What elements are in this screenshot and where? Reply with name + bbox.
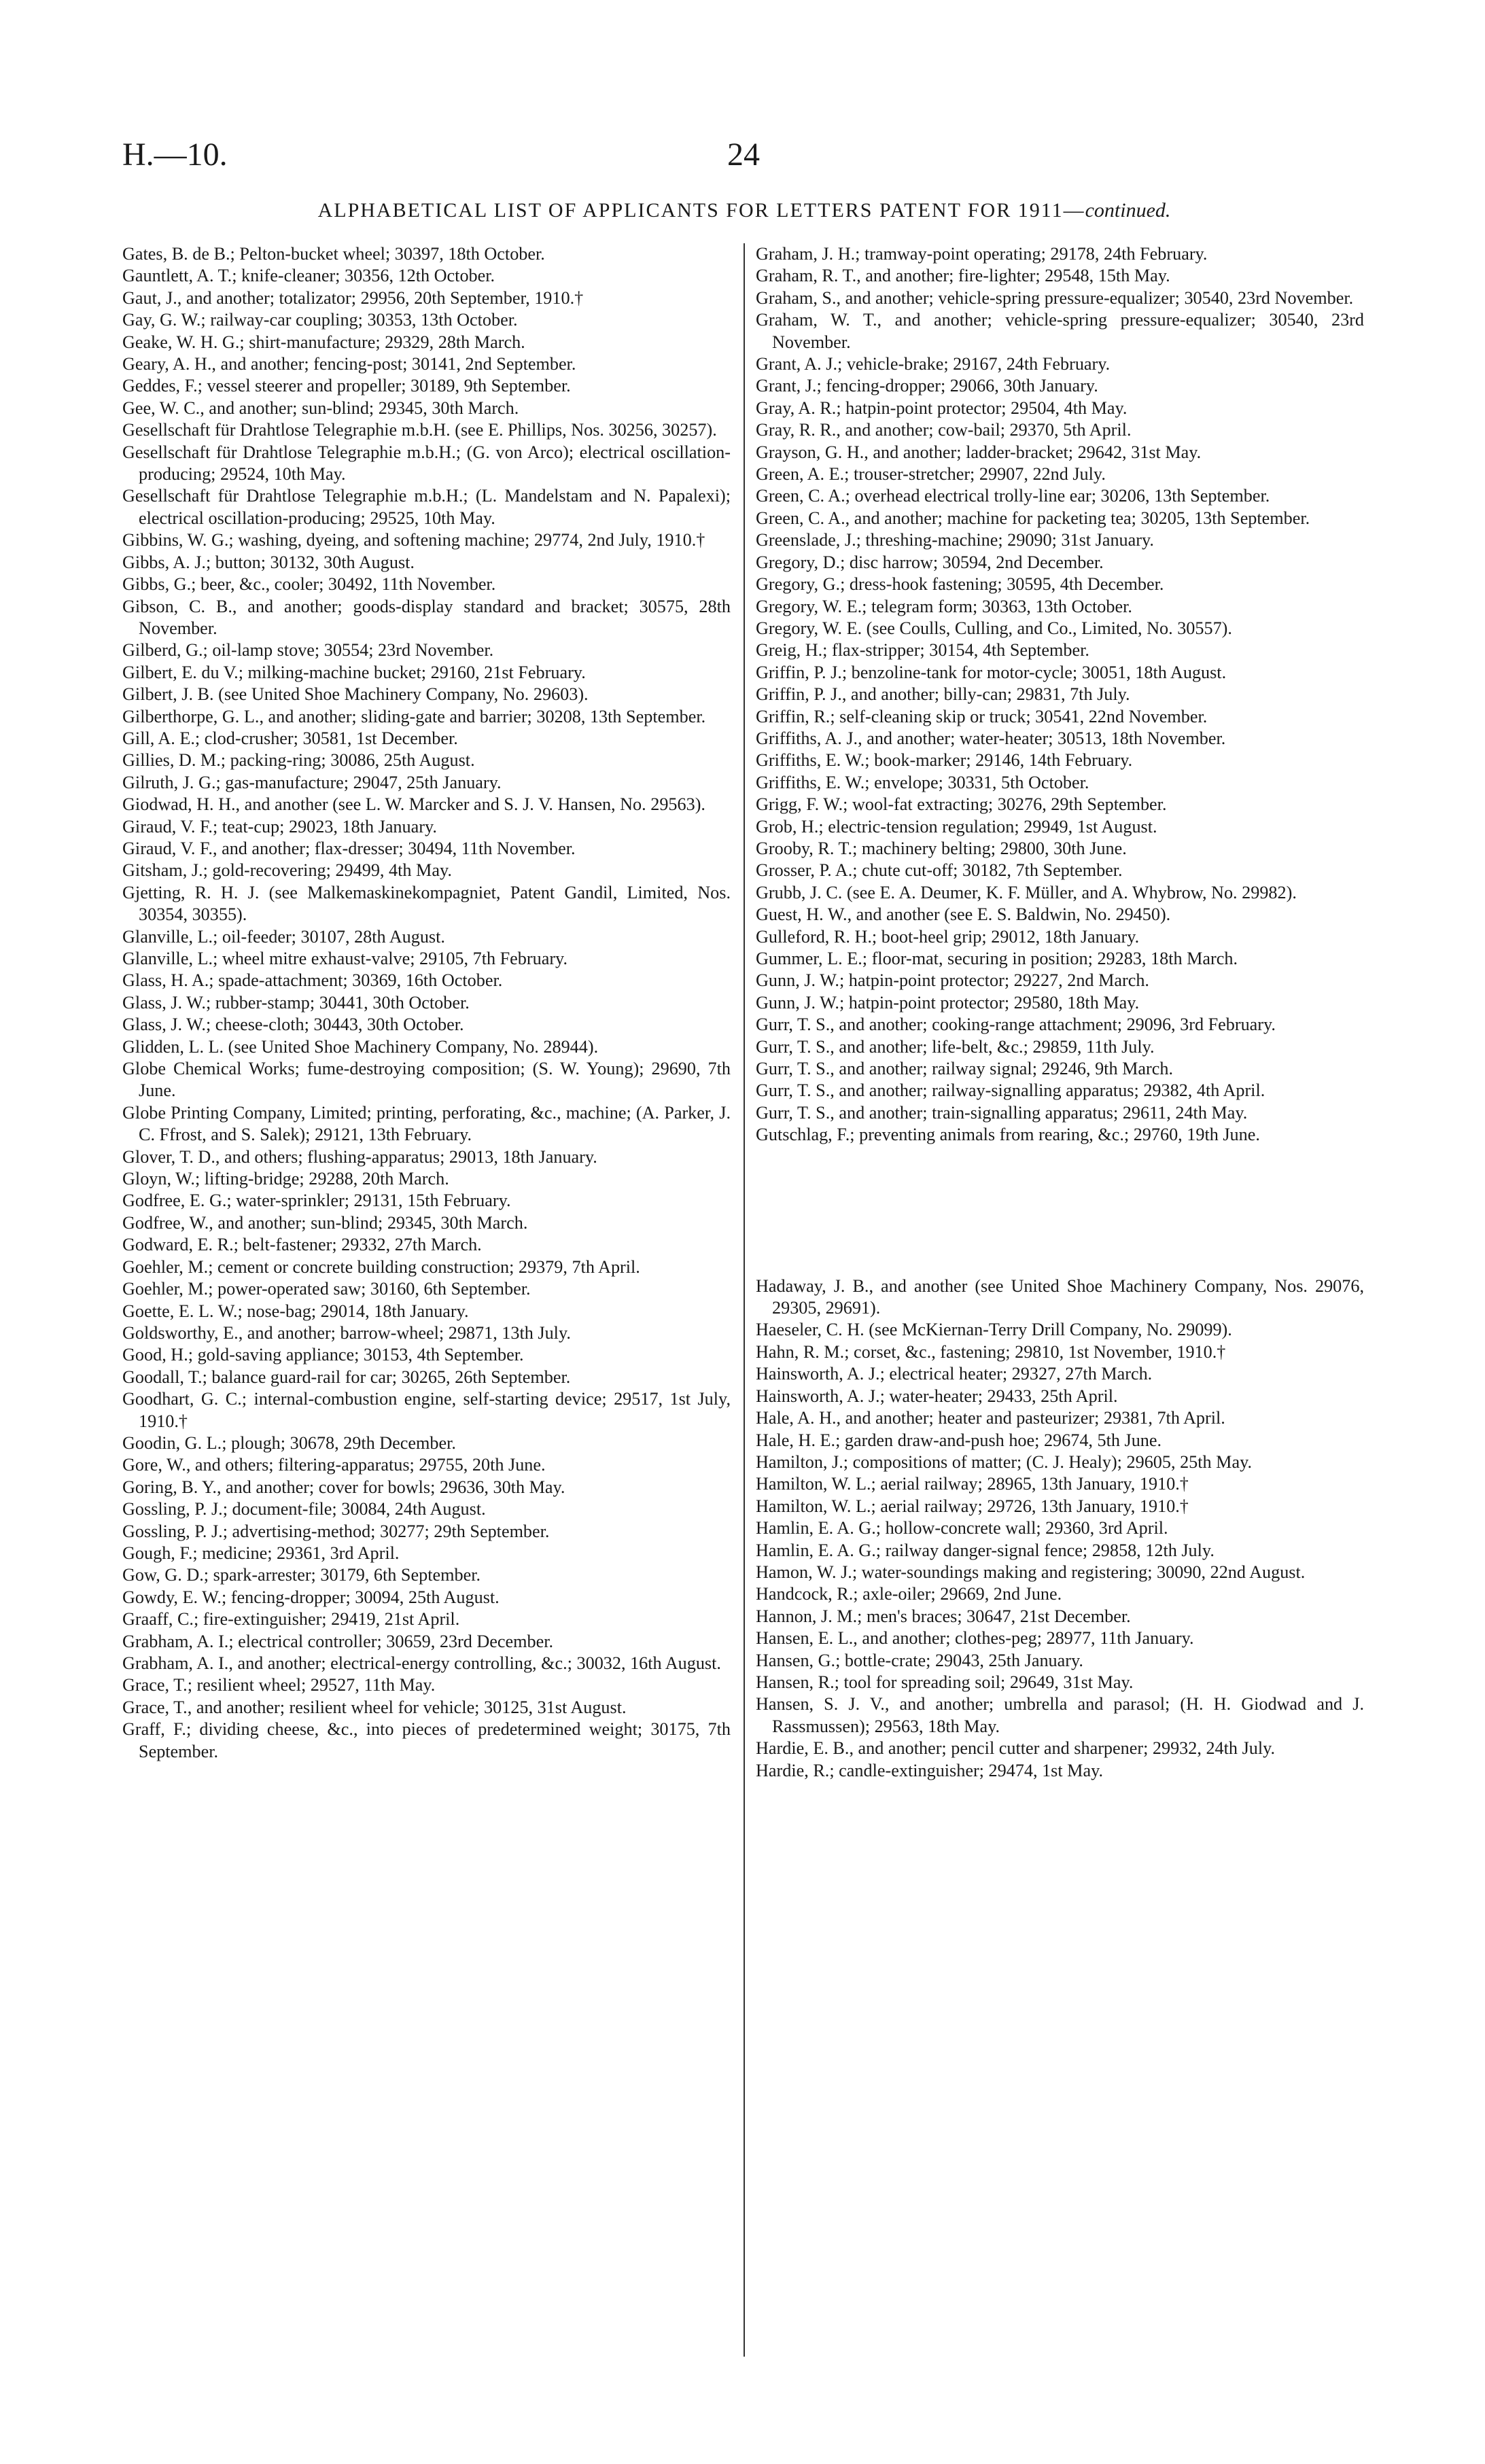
left-column	[122, 243, 731, 1763]
list-item: Giodwad, H. H., and another (see L. W. Marcker and S. J. V. Hansen, No. 29563).	[122, 794, 705, 815]
list-item: Gilbert, E. du V.; milking-machine bucket; 29160, 21st February.	[122, 662, 586, 682]
list-item: Guest, H. W., and another (see E. S. Baldwin, No. 29450).	[756, 904, 1171, 925]
list-item: Godward, E. R.; belt-fastener; 29332, 27th March.	[122, 1235, 482, 1255]
title-text: ALPHABETICAL LIST OF APPLICANTS FOR LETTERS PATENT FOR 1911—	[317, 199, 1085, 222]
list-item: Gurr, T. S., and another; train-signalling apparatus; 29611, 24th May.	[756, 1102, 1248, 1123]
list-item: Hardie, E. B., and another; pencil cutter and sharpener; 29932, 24th July.	[756, 1738, 1276, 1759]
list-item: Glover, T. D., and others; flushing-apparatus; 29013, 18th January.	[122, 1146, 597, 1167]
list-item: Grosser, P. A.; chute cut-off; 30182, 7th September.	[756, 860, 1123, 881]
list-item: Green, C. A.; overhead electrical trolly-line ear; 30206, 13th September.	[756, 486, 1270, 506]
list-item: Goehler, M.; power-operated saw; 30160, 6th September.	[122, 1279, 531, 1299]
list-item: Hansen, S. J. V., and another; umbrella and parasol; (H. H. Giodwad and J. Rassmussen); 29563, 18th May.	[756, 1694, 1364, 1736]
list-item: Hale, H. E.; garden draw-and-push hoe; 29674, 5th June.	[756, 1430, 1162, 1450]
list-item: Hamlin, E. A. G.; hollow-concrete wall; 29360, 3rd April.	[756, 1518, 1168, 1538]
list-item: Hansen, E. L., and another; clothes-peg; 28977, 11th January.	[756, 1628, 1194, 1649]
list-item: Goodin, G. L.; plough; 30678, 29th December.	[122, 1432, 456, 1453]
list-item: Green, C. A., and another; machine for packeting tea; 30205, 13th September.	[756, 508, 1310, 528]
list-item: Gibson, C. B., and another; goods-display standard and bracket; 30575, 28th November.	[122, 596, 731, 638]
list-item: Handcock, R.; axle-oiler; 29669, 2nd June.	[756, 1584, 1062, 1604]
list-item: Goehler, M.; cement or concrete building construction; 29379, 7th April.	[122, 1256, 640, 1277]
list-item: Gjetting, R. H. J. (see Malkemaskinekompagniet, Patent Gandil, Limited, Nos. 30354, 30355).	[122, 882, 731, 925]
list-item: Gill, A. E.; clod-crusher; 30581, 1st December.	[122, 728, 458, 748]
list-item: Globe Printing Company, Limited; printing, perforating, &c., machine; (A. Parker, J. C. Ffrost, and S. Salek); 29121, 13th February.	[122, 1102, 731, 1145]
list-item: Grant, J.; fencing-dropper; 29066, 30th January.	[756, 376, 1098, 396]
list-item: Grabham, A. I.; electrical controller; 30659, 23rd December.	[122, 1631, 554, 1651]
list-item: Griffiths, A. J., and another; water-heater; 30513, 18th November.	[756, 728, 1226, 748]
list-item: Glidden, L. L. (see United Shoe Machinery Company, No. 28944).	[122, 1036, 599, 1057]
list-item: Hardie, R.; candle-extinguisher; 29474, 1st May.	[756, 1760, 1104, 1780]
list-item: Grace, T., and another; resilient wheel for vehicle; 30125, 31st August.	[122, 1697, 627, 1717]
list-item: Goring, B. Y., and another; cover for bowls; 29636, 30th May.	[122, 1477, 565, 1497]
list-item: Gibbs, A. J.; button; 30132, 30th August.	[122, 552, 415, 572]
list-item: Hadaway, J. B., and another (see United Shoe Machinery Company, Nos. 29076, 29305, 29691).	[756, 1275, 1364, 1318]
list-item: Gee, W. C., and another; sun-blind; 29345, 30th March.	[122, 398, 519, 418]
list-item: Gillies, D. M.; packing-ring; 30086, 25th August.	[122, 750, 475, 771]
list-item: Gitsham, J.; gold-recovering; 29499, 4th May.	[122, 860, 452, 881]
list-item: Gilberthorpe, G. L., and another; sliding-gate and barrier; 30208, 13th September.	[122, 706, 706, 726]
title-continued: continued.	[1085, 199, 1171, 222]
list-item: Glass, J. W.; cheese-cloth; 30443, 30th October.	[122, 1015, 464, 1035]
list-item: Griffiths, E. W.; book-marker; 29146, 14th February.	[756, 750, 1133, 771]
list-item: Graff, F.; dividing cheese, &c., into pieces of predetermined weight; 30175, 7th September.	[122, 1719, 731, 1761]
list-item: Geddes, F.; vessel steerer and propeller; 30189, 9th September.	[122, 376, 571, 396]
list-item: Hamon, W. J.; water-soundings making and registering; 30090, 22nd August.	[756, 1562, 1306, 1582]
list-item: Gilberd, G.; oil-lamp stove; 30554; 23rd November.	[122, 640, 494, 661]
list-item: Goette, E. L. W.; nose-bag; 29014, 18th January.	[122, 1301, 469, 1321]
list-item: Gibbs, G.; beer, &c., cooler; 30492, 11th November.	[122, 574, 496, 595]
column-divider	[744, 243, 745, 2357]
list-item: Hainsworth, A. J.; electrical heater; 29327, 27th March.	[756, 1364, 1153, 1384]
right-column	[756, 243, 1364, 1782]
list-item: Gunn, J. W.; hatpin-point protector; 29580, 18th May.	[756, 992, 1140, 1013]
list-item: Goodhart, G. C.; internal-combustion engine, self-starting device; 29517, 1st July, 1910.†	[122, 1389, 731, 1431]
page-number: 24	[727, 137, 760, 173]
list-item: Graham, W. T., and another; vehicle-spring pressure-equalizer; 30540, 23rd November.	[756, 310, 1364, 352]
list-item: Giraud, V. F.; teat-cup; 29023, 18th January.	[122, 816, 437, 837]
list-item: Gay, G. W.; railway-car coupling; 30353, 13th October.	[122, 310, 518, 330]
list-item: Gilbert, J. B. (see United Shoe Machinery Company, No. 29603).	[122, 684, 589, 705]
list-item: Gossling, P. J.; advertising-method; 30277; 29th September.	[122, 1521, 550, 1541]
list-item: Gutschlag, F.; preventing animals from rearing, &c.; 29760, 19th June.	[756, 1125, 1260, 1145]
list-item: Grace, T.; resilient wheel; 29527, 11th May.	[122, 1675, 436, 1695]
list-item: Graham, S., and another; vehicle-spring pressure-equalizer; 30540, 23rd November.	[756, 287, 1354, 308]
list-item: Gibbins, W. G.; washing, dyeing, and softening machine; 29774, 2nd July, 1910.†	[122, 530, 705, 550]
list-item: Greenslade, J.; threshing-machine; 29090; 31st January.	[756, 530, 1154, 550]
list-item: Graham, R. T., and another; fire-lighter; 29548, 15th May.	[756, 266, 1170, 286]
list-item: Glanville, L.; wheel mitre exhaust-valve; 29105, 7th February.	[122, 949, 567, 968]
list-item: Green, A. E.; trouser-stretcher; 29907, 22nd July.	[756, 464, 1106, 485]
list-item: Hahn, R. M.; corset, &c., fastening; 29810, 1st November, 1910.†	[756, 1341, 1226, 1362]
list-item: Gregory, G.; dress-hook fastening; 30595, 4th December.	[756, 574, 1164, 595]
list-item: Good, H.; gold-saving appliance; 30153, 4th September.	[122, 1345, 524, 1365]
list-item: Grabham, A. I., and another; electrical-energy controlling, &c.; 30032, 16th August.	[122, 1653, 721, 1673]
list-item: Gloyn, W.; lifting-bridge; 29288, 20th March.	[122, 1169, 449, 1189]
list-item: Gregory, W. E.; telegram form; 30363, 13th October.	[756, 596, 1132, 616]
list-item: Hamlin, E. A. G.; railway danger-signal fence; 29858, 12th July.	[756, 1540, 1215, 1560]
list-item: Gow, G. D.; spark-arrester; 30179, 6th September.	[122, 1565, 481, 1585]
list-item: Godfree, W., and another; sun-blind; 29345, 30th March.	[122, 1212, 528, 1233]
list-item: Grayson, G. H., and another; ladder-bracket; 29642, 31st May.	[756, 442, 1202, 462]
list-item: Griffiths, E. W.; envelope; 30331, 5th October.	[756, 772, 1089, 792]
list-item: Haeseler, C. H. (see McKiernan-Terry Drill Company, No. 29099).	[756, 1320, 1232, 1340]
list-item: Hansen, G.; bottle-crate; 29043, 25th January.	[756, 1650, 1083, 1670]
list-item: Grigg, F. W.; wool-fat extracting; 30276, 29th September.	[756, 794, 1167, 815]
list-item: Grob, H.; electric-tension regulation; 29949, 1st August.	[756, 816, 1157, 837]
list-item: Gregory, D.; disc harrow; 30594, 2nd December.	[756, 552, 1104, 572]
list-item: Gowdy, E. W.; fencing-dropper; 30094, 25th August.	[122, 1587, 500, 1607]
list-item: Griffin, P. J., and another; billy-can; 29831, 7th July.	[756, 684, 1130, 705]
list-item: Grant, A. J.; vehicle-brake; 29167, 24th February.	[756, 354, 1111, 374]
list-item: Geake, W. H. G.; shirt-manufacture; 29329, 28th March.	[122, 332, 525, 352]
list-item: Globe Chemical Works; fume-destroying composition; (S. W. Young); 29690, 7th June.	[122, 1059, 731, 1101]
list-item: Greig, H.; flax-stripper; 30154, 4th September.	[756, 640, 1089, 661]
list-item: Glass, J. W.; rubber-stamp; 30441, 30th October.	[122, 992, 470, 1013]
list-item: Glanville, L.; oil-feeder; 30107, 28th August.	[122, 926, 445, 947]
list-item: Geary, A. H., and another; fencing-post; 30141, 2nd September.	[122, 354, 576, 374]
list-item: Goodall, T.; balance guard-rail for car; 30265, 26th September.	[122, 1367, 571, 1387]
list-item: Gregory, W. E. (see Coulls, Culling, and Co., Limited, No. 30557).	[756, 618, 1232, 638]
list-item: Gesellschaft für Drahtlose Telegraphie m.b.H.; (L. Mandelstam and N. Papalexi); electrical oscillation-producing; 29525, 10th May.	[122, 486, 731, 528]
list-item: Graaff, C.; fire-extinguisher; 29419, 21st April.	[122, 1609, 460, 1630]
list-item: Gesellschaft für Drahtlose Telegraphie m.b.H. (see E. Phillips, Nos. 30256, 30257).	[122, 420, 717, 440]
list-item: Gauntlett, A. T.; knife-cleaner; 30356, 12th October.	[122, 266, 495, 286]
section-h	[756, 1275, 1364, 1782]
list-item: Hannon, J. M.; men's braces; 30647, 21st December.	[756, 1606, 1131, 1626]
list-item: Griffin, P. J.; benzoline-tank for motor-cycle; 30051, 18th August.	[756, 662, 1227, 682]
list-item: Giraud, V. F., and another; flax-dresser; 30494, 11th November.	[122, 838, 576, 858]
list-item: Goldsworthy, E., and another; barrow-wheel; 29871, 13th July.	[122, 1322, 571, 1343]
list-item: Gurr, T. S., and another; cooking-range attachment; 29096, 3rd February.	[756, 1015, 1276, 1035]
list-item: Godfree, E. G.; water-sprinkler; 29131, 15th February.	[122, 1191, 511, 1211]
list-item: Gossling, P. J.; document-file; 30084, 24th August.	[122, 1499, 486, 1519]
list-item: Gaut, J., and another; totalizator; 29956, 20th September, 1910.†	[122, 287, 584, 308]
list-item: Gurr, T. S., and another; life-belt, &c.; 29859, 11th July.	[756, 1036, 1155, 1057]
list-item: Gray, A. R.; hatpin-point protector; 29504, 4th May.	[756, 398, 1128, 418]
page-header	[122, 136, 1366, 183]
list-item: Gulleford, R. H.; boot-heel grip; 29012, 18th January.	[756, 926, 1140, 947]
list-item: Hamilton, W. L.; aerial railway; 28965, 13th January, 1910.†	[756, 1474, 1189, 1494]
list-item: Gore, W., and others; filtering-apparatus; 29755, 20th June.	[122, 1455, 546, 1475]
list-item: Gurr, T. S., and another; railway signal; 29246, 9th March.	[756, 1059, 1173, 1079]
list-item: Gurr, T. S., and another; railway-signalling apparatus; 29382, 4th April.	[756, 1080, 1265, 1101]
list-item: Gough, F.; medicine; 29361, 3rd April.	[122, 1543, 400, 1563]
list-item: Grubb, J. C. (see E. A. Deumer, K. F. Müller, and A. Whybrow, No. 29982).	[756, 882, 1297, 902]
list-item: Graham, J. H.; tramway-point operating; 29178, 24th February.	[756, 244, 1208, 264]
list-item: Gesellschaft für Drahtlose Telegraphie m.b.H.; (G. von Arco); electrical oscillation-producing; 29524, 10th May.	[122, 442, 731, 485]
list-item: Griffin, R.; self-cleaning skip or truck; 30541, 22nd November.	[756, 706, 1208, 726]
list-item: Glass, H. A.; spade-attachment; 30369, 16th October.	[122, 970, 503, 991]
list-item: Hamilton, W. L.; aerial railway; 29726, 13th January, 1910.†	[756, 1496, 1189, 1516]
list-item: Gunn, J. W.; hatpin-point protector; 29227, 2nd March.	[756, 970, 1149, 991]
list-item: Grooby, R. T.; machinery belting; 29800, 30th June.	[756, 838, 1127, 858]
list-item: Gates, B. de B.; Pelton-bucket wheel; 30397, 18th October.	[122, 244, 545, 264]
section-gap	[756, 1146, 1364, 1275]
list-item: Hansen, R.; tool for spreading soil; 29649, 31st May.	[756, 1672, 1134, 1692]
section-g-continued	[756, 243, 1364, 1146]
list-item: Hainsworth, A. J.; water-heater; 29433, 25th April.	[756, 1386, 1118, 1406]
list-item: Hale, A. H., and another; heater and pasteurizer; 29381, 7th April.	[756, 1408, 1225, 1428]
list-item: Gray, R. R., and another; cow-bail; 29370, 5th April.	[756, 420, 1132, 440]
document-reference: H.—10.	[122, 137, 228, 173]
list-item: Gummer, L. E.; floor-mat, securing in position; 29283, 18th March.	[756, 949, 1238, 968]
list-item: Hamilton, J.; compositions of matter; (C. J. Healy); 29605, 25th May.	[756, 1451, 1253, 1472]
list-item: Gilruth, J. G.; gas-manufacture; 29047, 25th January.	[122, 772, 502, 792]
page-title	[122, 199, 1366, 222]
